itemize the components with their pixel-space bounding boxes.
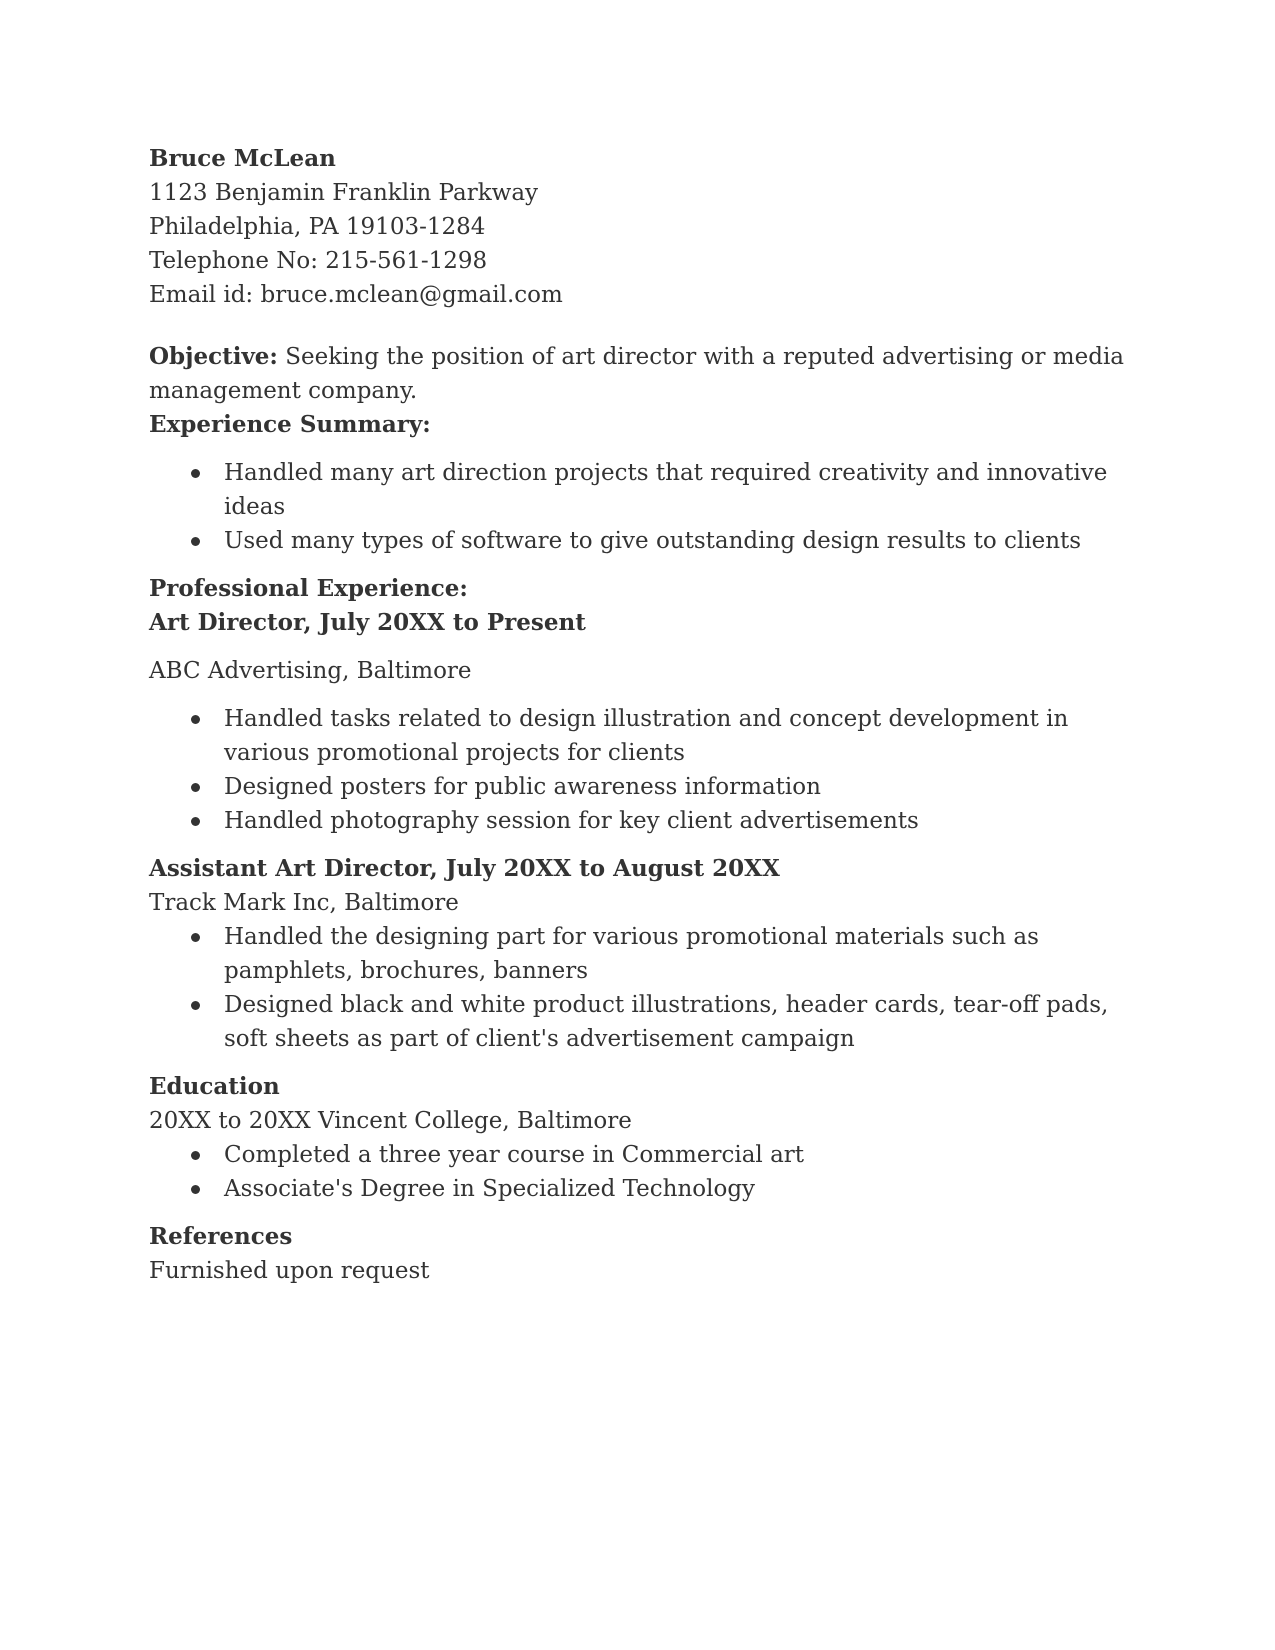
job-title: Art Director, July 20XX to Present (149, 609, 586, 636)
telephone: Telephone No: 215-561-1298 (149, 248, 488, 274)
list-item: Completed a three year course in Commercial art (149, 1138, 1149, 1172)
education-heading: Education (149, 1073, 280, 1100)
resume-page (149, 142, 1149, 1288)
address-line-1: 1123 Benjamin Franklin Parkway (149, 180, 539, 206)
objective-label: Objective: (149, 343, 278, 370)
list-item: Designed black and white product illustrations, header cards, tear-off pads, soft sheets as part of client's advertisement campaign (149, 988, 1149, 1056)
experience-summary-heading: Experience Summary: (149, 411, 431, 438)
experience-summary-list (149, 456, 1149, 558)
list-item: Handled the designing part for various promotional materials such as pamphlets, brochures, banners (149, 920, 1149, 988)
address-line-2: Philadelphia, PA 19103-1284 (149, 214, 486, 240)
objective-text: Seeking the position of art director with a reputed advertising or media management company. (149, 344, 1125, 404)
list-item: Associate's Degree in Specialized Technology (149, 1172, 1149, 1206)
education-line: 20XX to 20XX Vincent College, Baltimore (149, 1108, 632, 1134)
references-heading: References (149, 1223, 293, 1250)
contact-block (149, 142, 1149, 312)
professional-experience-heading: Professional Experience: (149, 575, 468, 602)
job-duties-list (149, 702, 1149, 838)
job-company: ABC Advertising, Baltimore (149, 658, 472, 684)
job-title: Assistant Art Director, July 20XX to August 20XX (149, 855, 780, 882)
references-text: Furnished upon request (149, 1258, 430, 1284)
candidate-name: Bruce McLean (149, 145, 336, 172)
education-list (149, 1138, 1149, 1206)
objective (149, 340, 1149, 408)
list-item: Handled many art direction projects that required creativity and innovative ideas (149, 456, 1149, 524)
email: Email id: bruce.mclean@gmail.com (149, 282, 563, 308)
list-item: Handled photography session for key client advertisements (149, 804, 1149, 838)
job-duties-list (149, 920, 1149, 1056)
list-item: Used many types of software to give outstanding design results to clients (149, 524, 1149, 558)
list-item: Handled tasks related to design illustration and concept development in various promotional projects for clients (149, 702, 1149, 770)
job-company: Track Mark Inc, Baltimore (149, 890, 459, 916)
list-item: Designed posters for public awareness information (149, 770, 1149, 804)
